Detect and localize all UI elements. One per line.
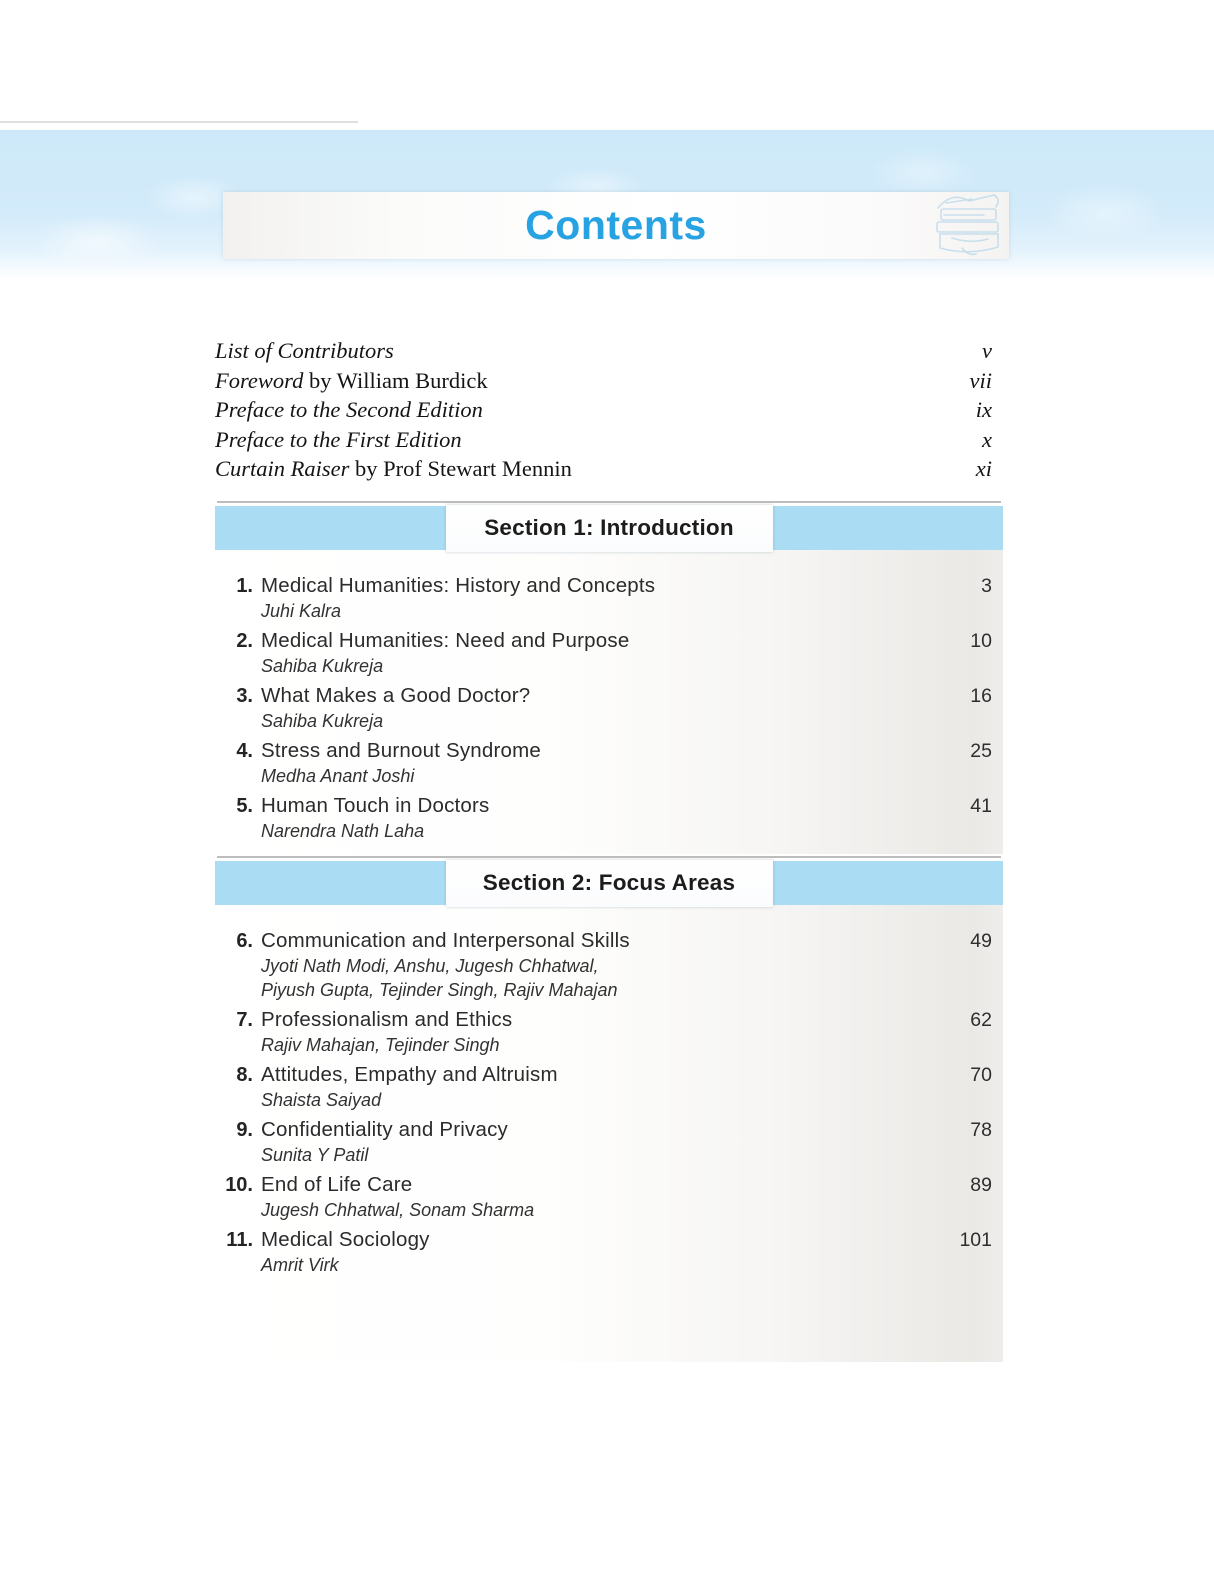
chapter-page-number: 10: [970, 630, 992, 652]
chapter-authors: Narendra Nath Laha: [261, 821, 425, 841]
front-matter-title: Preface to the First Edition: [215, 426, 462, 452]
chapter-authors: Shaista Saiyad: [261, 1090, 382, 1110]
section-2: [215, 861, 1003, 1362]
section-2-heading: Section 2: Focus Areas: [482, 870, 736, 895]
chapter-number: 10.: [225, 1174, 253, 1196]
chapter-authors: Piyush Gupta, Tejinder Singh, Rajiv Mahajan: [261, 980, 618, 1000]
front-matter-item: [215, 366, 1003, 396]
chapter-entry: [215, 1172, 1003, 1222]
medical-books-sketch-icon: [932, 186, 1012, 264]
front-matter-item: [215, 425, 1003, 455]
front-matter-item: [215, 336, 1003, 366]
chapter-authors: Jyoti Nath Modi, Anshu, Jugesh Chhatwal,: [261, 956, 599, 976]
chapter-entry: [215, 793, 1003, 843]
section-2-banner: [215, 861, 1003, 905]
chapter-title: Human Touch in Doctors: [261, 794, 490, 817]
chapter-entry: [215, 738, 1003, 788]
section-1-banner: [215, 506, 1003, 550]
chapter-entry: [215, 1227, 1003, 1277]
chapter-authors: Sahiba Kukreja: [261, 656, 384, 676]
chapter-title: End of Life Care: [261, 1173, 413, 1196]
front-matter-item: [215, 395, 1003, 425]
chapter-number: 11.: [226, 1229, 253, 1251]
scan-artifact-line: [0, 121, 358, 123]
chapter-title: Attitudes, Empathy and Altruism: [261, 1063, 558, 1086]
front-matter-title: Curtain Raiser by Prof Stewart Mennin: [215, 456, 572, 481]
front-matter-title: List of Contributors: [215, 338, 394, 363]
chapter-number: 9.: [236, 1119, 253, 1141]
header-band: [0, 130, 1214, 280]
front-matter-page-number: v: [982, 338, 992, 363]
chapter-title: Medical Humanities: Need and Purpose: [261, 629, 630, 652]
chapter-number: 6.: [236, 930, 253, 952]
contents-title-plate: [223, 192, 1009, 259]
chapter-authors: Rajiv Mahajan, Tejinder Singh: [261, 1035, 500, 1055]
chapter-number: 8.: [236, 1064, 253, 1086]
section-1-chapter-list: [215, 550, 1003, 854]
chapter-entry: [215, 628, 1003, 678]
front-matter-title: Foreword by William Burdick: [215, 367, 488, 393]
chapter-page-number: 3: [981, 575, 992, 597]
chapter-title: Confidentiality and Privacy: [261, 1118, 508, 1141]
section-2-chapter-list: [215, 905, 1003, 1362]
chapter-authors: Sunita Y Patil: [261, 1145, 369, 1165]
chapter-page-number: 70: [970, 1064, 992, 1086]
chapter-title: Communication and Interpersonal Skills: [261, 929, 630, 952]
chapter-title: Professionalism and Ethics: [261, 1008, 513, 1031]
chapter-page-number: 62: [970, 1009, 992, 1031]
chapter-title: Medical Humanities: History and Concepts: [261, 574, 656, 597]
front-matter-list: [215, 336, 1003, 484]
front-matter-page-number: vii: [969, 367, 992, 393]
chapter-title: Medical Sociology: [261, 1228, 430, 1251]
chapter-page-number: 101: [959, 1229, 992, 1251]
chapter-title: What Makes a Good Doctor?: [261, 684, 531, 707]
chapter-page-number: 41: [970, 795, 992, 817]
chapter-page-number: 49: [970, 930, 992, 952]
page-title: Contents: [525, 202, 707, 248]
section-1-heading: Section 1: Introduction: [484, 515, 734, 540]
table-of-contents: [215, 506, 1003, 1362]
chapter-entry: [215, 573, 1003, 623]
chapter-entry: [215, 1117, 1003, 1167]
chapter-title: Stress and Burnout Syndrome: [261, 739, 542, 762]
front-matter-item: [215, 454, 1003, 484]
chapter-entry: [215, 683, 1003, 733]
chapter-number: 1.: [236, 575, 253, 597]
front-matter-page-number: xi: [975, 456, 992, 481]
chapter-number: 4.: [236, 740, 253, 762]
section-2-heading-plate: [446, 860, 773, 907]
chapter-entry: [215, 928, 1003, 1002]
front-matter-title: Preface to the Second Edition: [215, 397, 483, 422]
chapter-number: 3.: [236, 685, 253, 707]
chapter-authors: Medha Anant Joshi: [261, 766, 415, 786]
chapter-authors: Sahiba Kukreja: [261, 711, 384, 731]
chapter-page-number: 89: [970, 1174, 992, 1196]
chapter-entry: [215, 1062, 1003, 1112]
chapter-number: 5.: [236, 795, 253, 817]
front-matter-page-number: x: [982, 426, 992, 452]
chapter-page-number: 16: [970, 685, 992, 707]
section-1: [215, 506, 1003, 854]
chapter-number: 7.: [236, 1009, 253, 1031]
section-1-heading-plate: [446, 505, 773, 552]
chapter-page-number: 78: [970, 1119, 992, 1141]
chapter-number: 2.: [236, 630, 253, 652]
front-matter-page-number: ix: [975, 397, 992, 422]
chapter-page-number: 25: [970, 740, 992, 762]
chapter-authors: Juhi Kalra: [261, 601, 342, 621]
chapter-authors: Amrit Virk: [261, 1255, 339, 1275]
chapter-entry: [215, 1007, 1003, 1057]
chapter-authors: Jugesh Chhatwal, Sonam Sharma: [261, 1200, 535, 1220]
